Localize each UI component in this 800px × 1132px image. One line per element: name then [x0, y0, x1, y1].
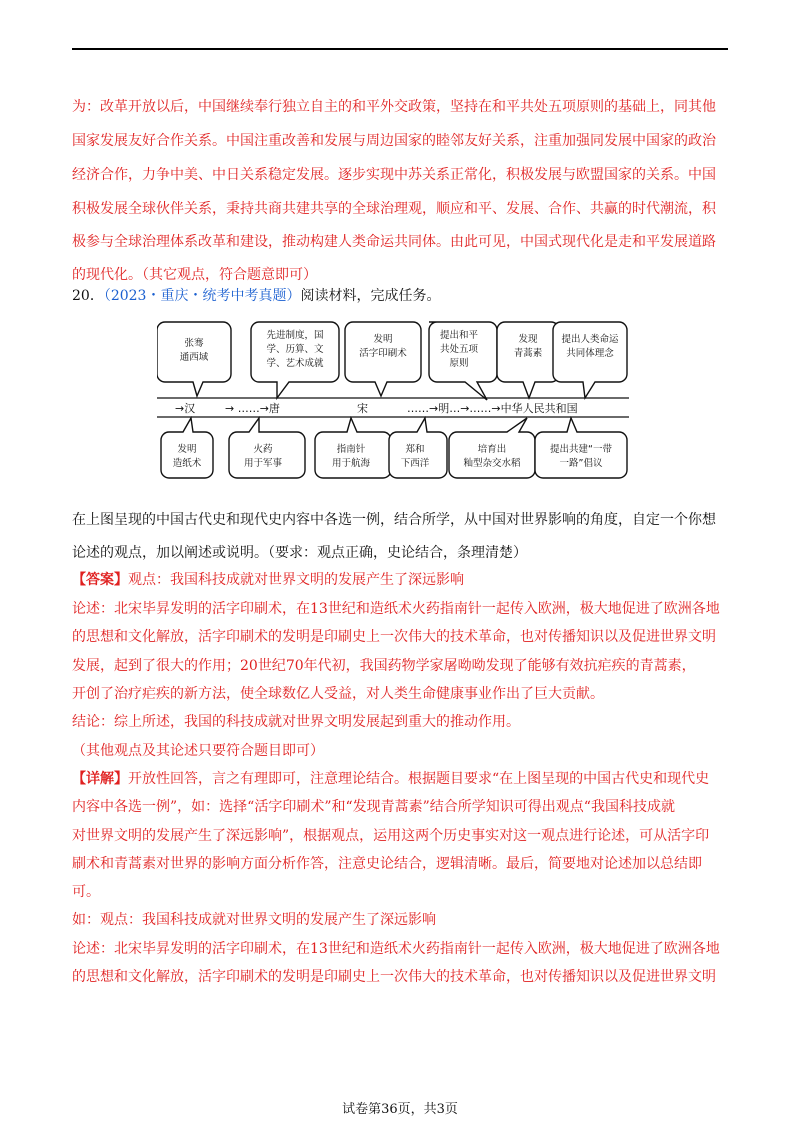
- answer-line: 结论：综上所述，我国的科技成就对世界文明发展起到重大的推动作用。: [72, 714, 520, 730]
- callout-text: 火药: [253, 444, 273, 455]
- page-footer: 试卷第36页，共3页: [342, 1102, 458, 1117]
- header-rule: [72, 48, 728, 50]
- callout-text: 学、艺术成就: [266, 358, 324, 369]
- detail-line: 的思想和文化解放，活字印刷术的发明是印刷史上一次伟大的技术革命，也对传播知识以及促进世界文明: [72, 969, 716, 985]
- timeline-era: → ……→唐: [225, 402, 280, 415]
- callout-text: 发现: [518, 334, 538, 345]
- timeline-era: →汉: [175, 402, 196, 415]
- callout-text: 提出共建“一带: [550, 444, 612, 455]
- detail-line: 如：观点：我国科技成就对世界文明的发展产生了深远影响: [72, 912, 436, 928]
- question-prompt: 阅读材料，完成任务。: [300, 288, 441, 304]
- detail-line: 对世界文明的发展产生了深远影响”，根据观点，运用这两个历史事实对这一观点进行论述，可从活字印: [72, 828, 710, 844]
- question-header: [72, 286, 728, 306]
- callout-text: 原则: [449, 358, 469, 369]
- detail-line: 可。: [72, 884, 100, 900]
- question-number: 20．: [72, 288, 104, 304]
- intro-line: 为：改革开放以后，中国继续奉行独立自主的和平外交政策，坚持在和平共处五项原则的基础上，同其他: [72, 99, 716, 115]
- callout-text: 籼型杂交水稻: [463, 458, 521, 469]
- detail-text: 开放性回答，言之有理即可，注意理论结合。根据题目要求“在上图呈现的中国古代史和现代史: [128, 771, 710, 787]
- answer-line: 开创了治疗疟疾的新方法，使全球数亿人受益，对人类生命健康事业作出了巨大贡献。: [72, 686, 604, 702]
- callout-text: 提出和平: [439, 330, 479, 341]
- callout-text: 活字印刷术: [359, 348, 407, 359]
- callout-text: 指南针: [336, 444, 366, 455]
- timeline-era: 宋: [357, 402, 368, 415]
- answer-line: （其他观点及其论述只要符合题目即可）: [72, 743, 324, 759]
- detail-label: 【详解】: [72, 771, 128, 787]
- callout-text: 用于军事: [243, 458, 283, 469]
- history-timeline-diagram: [157, 318, 629, 483]
- detail-line: 论述：北宋毕昇发明的活字印刷术，在13世纪和造纸术火药指南针一起传入欧洲，极大地促进了欧洲各地: [72, 941, 720, 957]
- question-body-line: 论述的观点，加以阐述或说明。（要求：观点正确，史论结合，条理清楚）: [72, 545, 527, 561]
- answer-label: 【答案】: [72, 572, 128, 588]
- callout-text: 郑和: [405, 444, 425, 455]
- callout-text: 用于航海: [331, 458, 371, 469]
- detail-first-line: [72, 769, 728, 789]
- intro-line: 国家发展友好合作关系。中国注重改善和发展与周边国家的睦邻友好关系，注重加强同发展中国家的政治: [72, 133, 716, 149]
- callout-text: 发明: [373, 334, 393, 345]
- intro-line: 极参与全球治理体系改革和建设，推动构建人类命运共同体。由此可见，中国式现代化是走和平发展道路: [72, 234, 716, 250]
- answer-line: 论述：北宋毕昇发明的活字印刷术，在13世纪和造纸术火药指南针一起传入欧洲，极大地促进了欧洲各地: [72, 601, 720, 617]
- answer-line: 发展，起到了很大的作用；20世纪70年代初，我国药物学家屠呦呦发现了能够有效抗疟疾的青蒿素，: [72, 658, 696, 674]
- answer-viewpoint: 观点：我国科技成就对世界文明的发展产生了深远影响: [128, 572, 464, 588]
- callout-text: 培育出: [477, 444, 507, 455]
- callout-text: 共同体理念: [566, 348, 614, 359]
- callout-text: 张骞: [184, 338, 204, 349]
- callout-text: 下西洋: [400, 458, 430, 469]
- intro-line: 积极发展全球伙伴关系，秉持共商共建共享的全球治理观，顺应和平、发展、合作、共赢的时代潮流，积: [72, 201, 716, 217]
- callout-text: 学、历算、文: [266, 344, 324, 355]
- question-body-line: 在上图呈现的中国古代史和现代史内容中各选一例，结合所学，从中国对世界影响的角度，自定一个你想: [72, 512, 716, 528]
- answer-line: 的思想和文化解放，活字印刷术的发明是印刷史上一次伟大的技术革命，也对传播知识以及促进世界文明: [72, 629, 716, 645]
- callout-text: 一路”倡议: [559, 458, 603, 469]
- callout-text: 发明: [177, 444, 197, 455]
- callout-text: 提出人类命运: [561, 334, 619, 345]
- callout-text: 青蒿素: [513, 348, 543, 359]
- callout-text: 造纸术: [172, 458, 202, 469]
- callout-text: 先进制度，国: [266, 330, 324, 341]
- detail-line: 刷术和青蒿素对世界的影响方面分析作答，注意史论结合，逻辑清晰。最后，简要地对论述加以总结即: [72, 856, 702, 872]
- timeline-era: ……→明…→……→中华人民共和国: [407, 402, 578, 415]
- question-source: （2023・重庆・统考中考真题）: [103, 288, 301, 304]
- answer-viewpoint-line: [72, 570, 728, 590]
- callout-text: 通西域: [179, 352, 209, 363]
- intro-line: 的现代化。（其它观点，符合题意即可）: [72, 267, 317, 283]
- callout-text: 共处五项: [439, 344, 479, 355]
- detail-line: 内容中各选一例”，如：选择“活字印刷术”和“发现青蒿素”结合所学知识可得出观点“我国科技成就: [72, 799, 675, 815]
- intro-line: 经济合作，力争中美、中日关系稳定发展。逐步实现中苏关系正常化，积极发展与欧盟国家的关系。中国: [72, 167, 716, 183]
